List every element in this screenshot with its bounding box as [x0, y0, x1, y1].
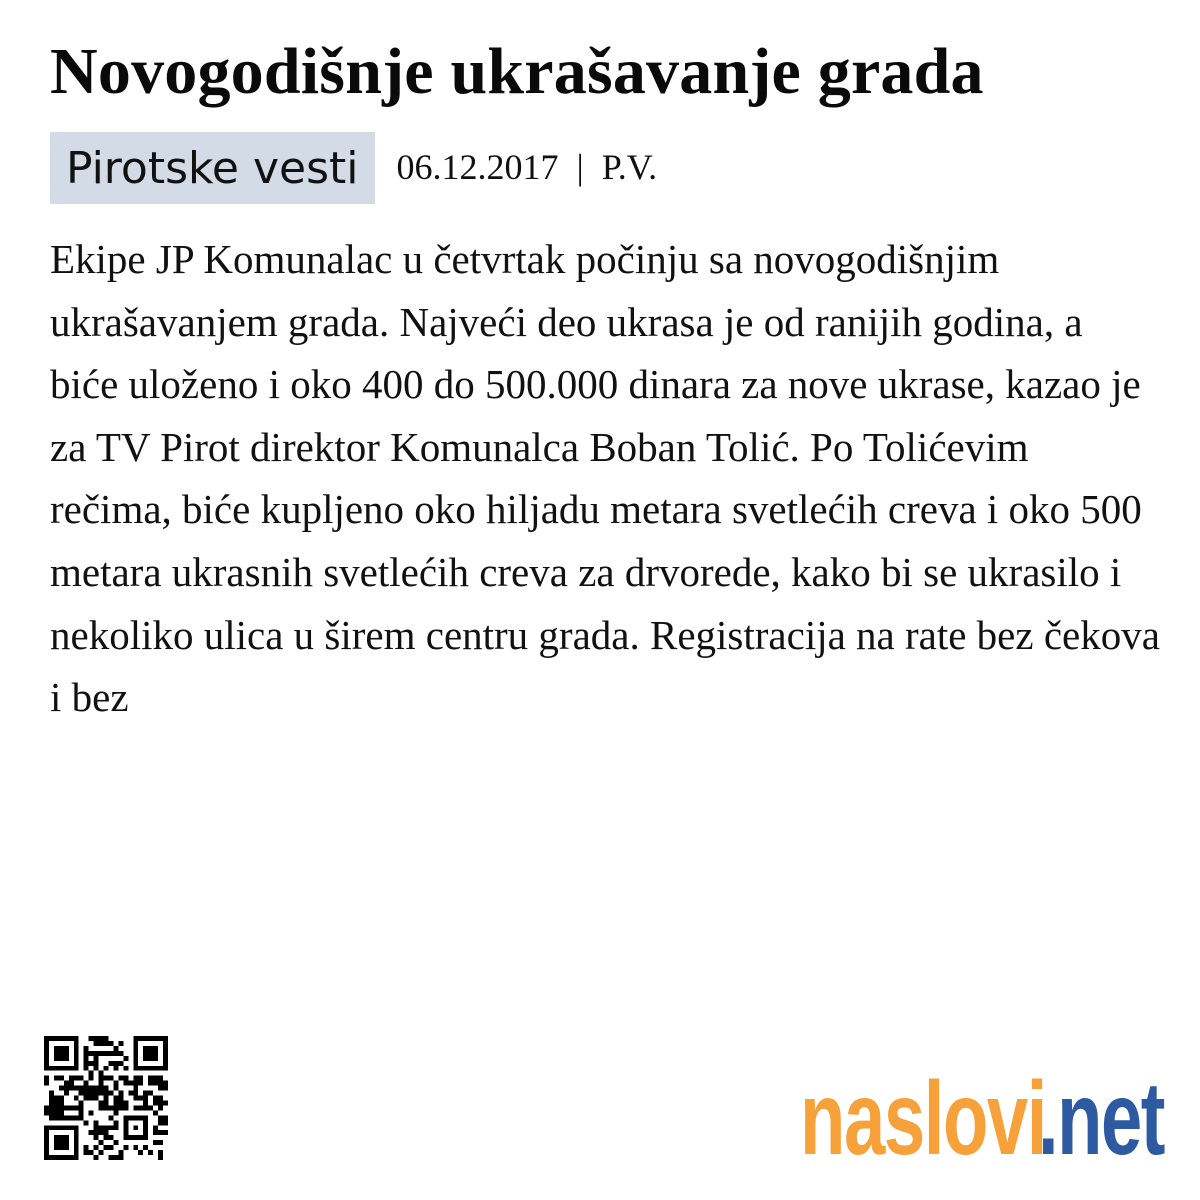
logo-text-main: naslovi — [800, 1061, 1046, 1168]
article-meta — [50, 132, 657, 204]
article-title: Novogodišnje ukrašavanje grada — [50, 35, 984, 108]
logo-text-tld: .net — [1038, 1061, 1165, 1168]
source-badge[interactable]: Pirotske vesti — [50, 132, 375, 204]
meta-separator: | — [576, 147, 584, 187]
article-date: 06.12.2017 — [396, 147, 559, 187]
article-meta-info — [397, 146, 658, 188]
naslovi-net-logo[interactable] — [800, 1058, 1166, 1168]
article-author: P.V. — [601, 147, 658, 187]
qr-code-icon — [44, 1036, 168, 1160]
article-body: Ekipe JP Komunalac u četvrtak počinju sa novogodišnjim ukrašavanjem grada. Najveći deo ukrasa je od ranijih godina, a biće uloženo i oko 400 do 500.000 dinara za nove ukrase, kazao je za TV Pirot direktor Komunalca Boban Tolić. Po Tolićevim rečima, biće kupljeno oko hiljadu metara svetlećih creva i oko 500 metara ukrasnih svetlećih creva za drvorede, kako bi se ukrasilo i nekoliko ulica u širem centru grada. Registracija na rate bez čekova i bez — [50, 236, 1160, 721]
